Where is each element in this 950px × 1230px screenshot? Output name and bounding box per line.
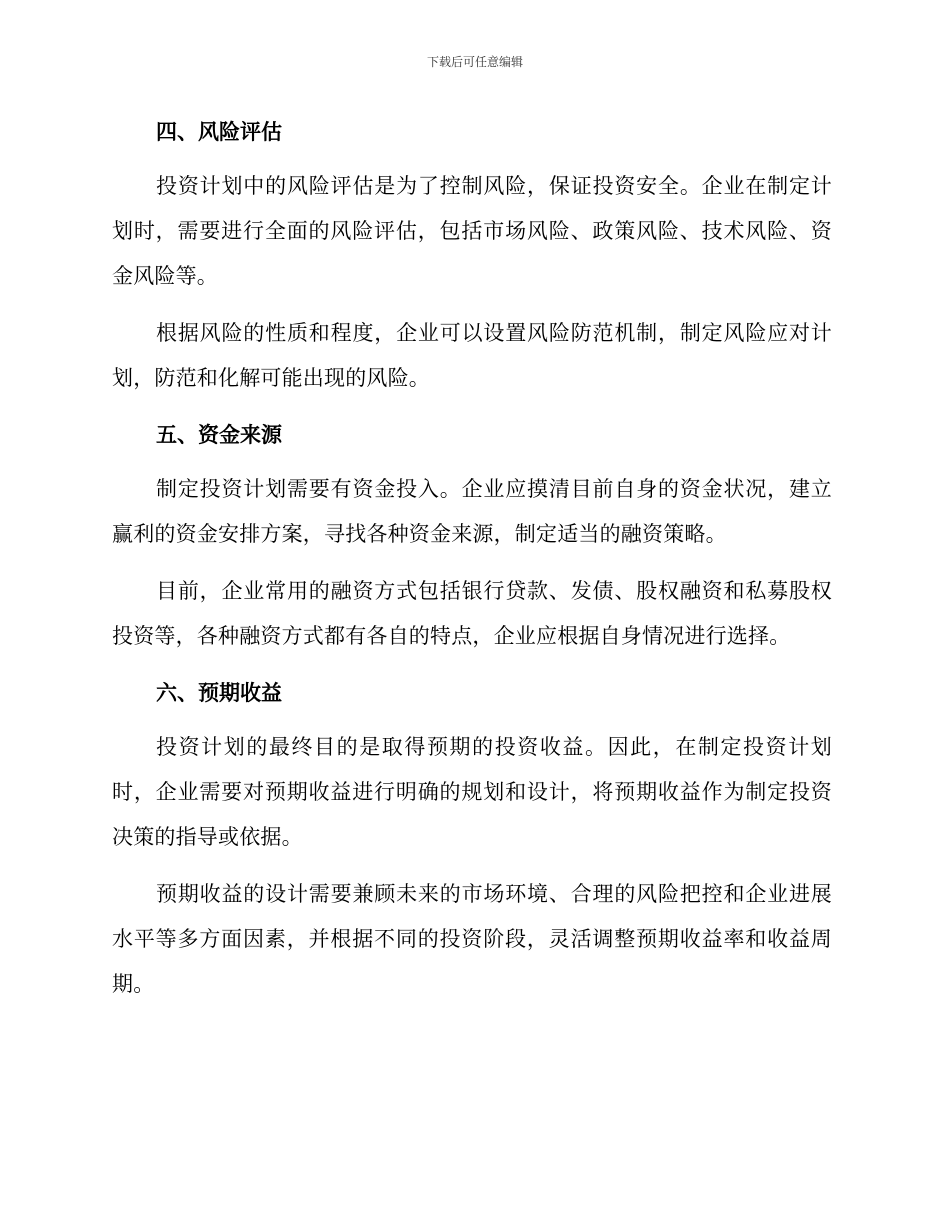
paragraph: 目前，企业常用的融资方式包括银行贷款、发债、股权融资和私募股权投资等，各种融资方式都有各自的特点，企业应根据自身情况进行选择。 (112, 579, 832, 648)
paragraph: 投资计划的最终目的是取得预期的投资收益。因此，在制定投资计划时，企业需要对预期收益进行明确的规划和设计，将预期收益作为制定投资决策的指导或依据。 (112, 735, 832, 849)
paragraph: 投资计划中的风险评估是为了控制风险，保证投资安全。企业在制定计划时，需要进行全面的风险评估，包括市场风险、政策风险、技术风险、资金风险等。 (112, 174, 832, 288)
paragraph: 根据风险的性质和程度，企业可以设置风险防范机制，制定风险应对计划，防范和化解可能出现的风险。 (112, 321, 832, 390)
section-heading-risk-assessment: 四、风险评估 (156, 120, 282, 144)
section-heading-funding-sources: 五、资金来源 (156, 423, 282, 447)
paragraph: 预期收益的设计需要兼顾未来的市场环境、合理的风险把控和企业进展水平等多方面因素，并根据不同的投资阶段，灵活调整预期收益率和收益周期。 (112, 882, 832, 996)
document-body (112, 110, 832, 1007)
section-heading-expected-returns: 六、预期收益 (156, 681, 282, 705)
paragraph: 制定投资计划需要有资金投入。企业应摸清目前自身的资金状况，建立赢利的资金安排方案，寻找各种资金来源，制定适当的融资策略。 (112, 477, 832, 546)
page-header: 下载后可任意编辑 (426, 55, 523, 69)
